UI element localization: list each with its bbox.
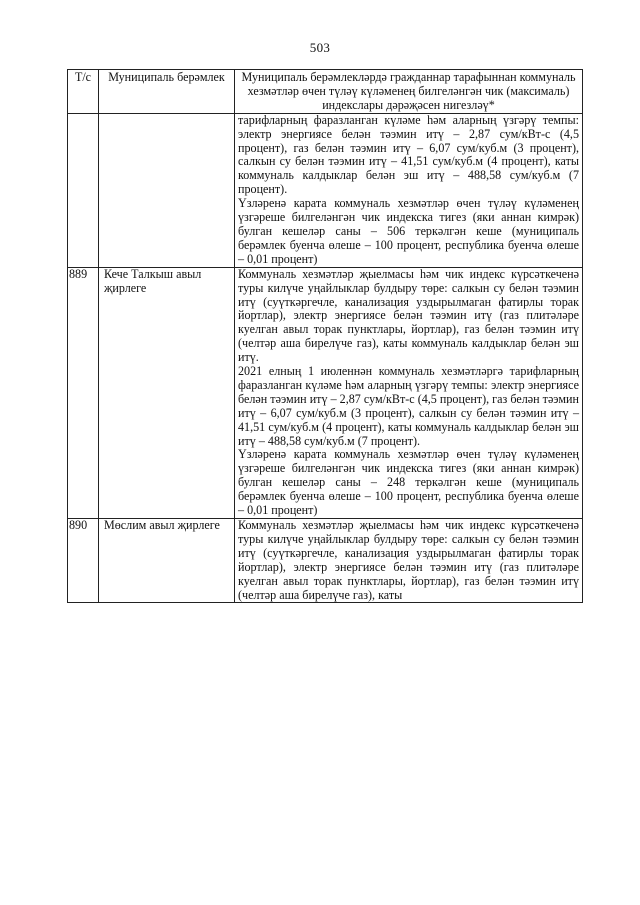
table-row (68, 519, 583, 603)
justification-paragraph: Коммуналь хезмәтләр җыелмасы һәм чик индекс күрсәткеченә туры килүче уңайлыклар булдыру төре: салкын су белән тәэмин итү (суүткәргечле, канализация уздырылмаган фатирлы торак йортлар), электр энергиясе белән тәэмин итү (газ плитәләре куелган авыл торак пунктлары, йортлар), газ белән тәэмин итү (челтәр аша бирелүче газ), каты (238, 518, 579, 602)
justification-cell (235, 267, 583, 518)
header-municipality: Муниципаль берәмлек (99, 70, 235, 114)
page-number: 503 (309, 40, 331, 55)
municipality-name (99, 113, 235, 267)
table-row (68, 113, 583, 267)
index-table (67, 69, 583, 603)
header-number: Т/с (68, 70, 99, 114)
justification-cell (235, 113, 583, 267)
table-row (68, 267, 583, 518)
header-justification: Муниципаль берәмлекләрдә гражданнар тарафыннан коммуналь хезмәтләр өчен түләү күләменең билгеләнгән чик (максималь) индекслары дәрәҗәсен нигезләү* (235, 70, 583, 114)
municipality-name: Мөслим авыл җирлеге (99, 519, 235, 603)
justification-paragraph: 2021 елның 1 июленнән коммуналь хезмәтләргә тарифларның фаразланган күләме һәм аларның үзгәрү темпы: электр энергиясе белән тәэмин итү – 2,87 сум/кВт-с (4,5 процент), газ белән тәэмин итү – 6,07 сум/куб.м (3 процент), салкын су белән тәэмин итү – 41,51 сум/куб.м (4 процент), каты коммуналь калдыклар белән эш итү – 488,58 сум/куб.м (7 процент). (238, 364, 579, 448)
row-number: 889 (68, 267, 99, 518)
justification-paragraph: Коммуналь хезмәтләр җыелмасы һәм чик индекс күрсәткеченә туры килүче уңайлыклар булдыру төре: салкын су белән тәэмин итү (суүткәргечле, канализация уздырылмаган фатирлы торак йортлар), электр энергиясе белән тәэмин итү (газ плитәләре куелган авыл торак пунктлары, йортлар), газ белән тәэмин итү (челтәр аша бирелүче газ), каты коммуналь калдыклар белән эш итү. (238, 266, 579, 365)
municipality-name: Кече Талкыш авыл җирлеге (99, 267, 235, 518)
row-number: 890 (68, 519, 99, 603)
justification-cell (235, 519, 583, 603)
row-number (68, 113, 99, 267)
table-header-row (68, 70, 583, 114)
justification-paragraph: Үзләренә карата коммуналь хезмәтләр өчен түләү күләменең үзгәреше билгеләнгән чик индекска тигез (яки аннан кимрәк) булган кешеләр саны – 248 теркәлгән кеше (муниципаль берәмлек буенча өлеше – 100 процент, республика буенча өлеше – 0,01 процент) (238, 447, 579, 518)
justification-paragraph: тарифларның фаразланган күләме һәм аларның үзгәрү темпы: электр энергиясе белән тәэмин итү – 2,87 сум/кВт-с (4,5 процент), газ белән тәэмин итү – 6,07 сум/куб.м (3 процент), салкын су белән тәэмин итү – 41,51 сум/куб.м (4 процент), каты коммуналь калдыклар белән эш итү – 488,58 сум/куб.м (7 процент). (238, 112, 579, 197)
justification-paragraph: Үзләренә карата коммуналь хезмәтләр өчен түләү күләменең үзгәреше билгеләнгән чик индекска тигез (яки аннан кимрәк) булган кешеләр саны – 506 теркәлгән кеше (муниципаль берәмлек буенча өлеше – 100 процент, республика буенча өлеше – 0,01 процент) (238, 196, 579, 266)
